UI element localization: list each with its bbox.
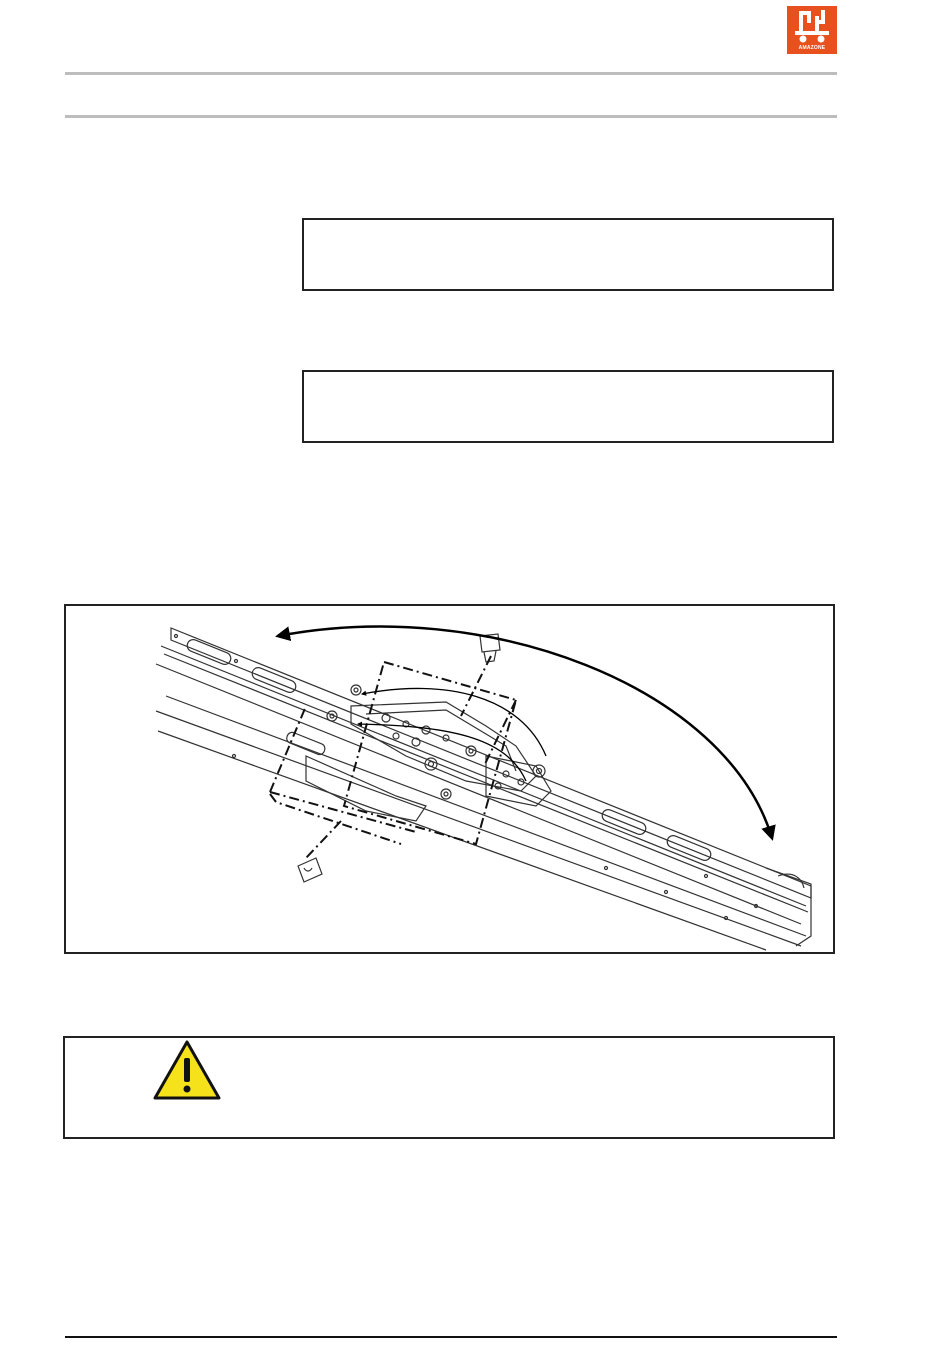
amazone-logo-icon: [787, 6, 837, 54]
logo-brand-text: AMAZONE: [798, 45, 826, 51]
header-rule-top: [65, 72, 837, 75]
figure-frame: [64, 604, 835, 954]
warning-triangle-icon: [151, 1038, 223, 1102]
footer-rule: [65, 1336, 837, 1338]
note-box-1: [302, 218, 834, 291]
boom-joint-illustration: [66, 606, 833, 952]
logo-mark-icon: [787, 6, 837, 46]
warning-box: [63, 1036, 835, 1139]
header-rule-bottom: [65, 115, 837, 118]
note-box-2: [302, 370, 834, 443]
